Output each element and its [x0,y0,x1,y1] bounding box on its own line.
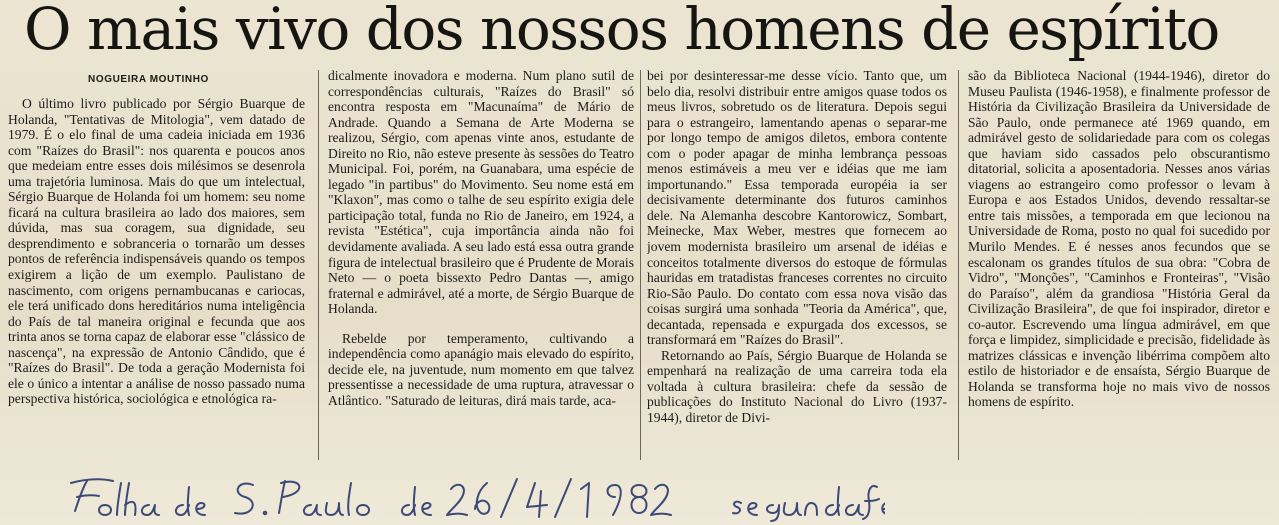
paragraph: dicalmente inovadora e moderna. Num plano sutil de correspondências culturais, "Raízes do Brasil" só encontra resposta em "Macunaíma" de Mário de Andrade. Quando a Semana de Arte Moderna se realizou, Sérgio, com apenas vinte anos, estudante de Direito no Rio, não esteve presente às sessões do Teatro Municipal. Foi, porém, na Guanabara, uma espécie de legado "in partibus" do Movimento. Seu nome está em "Klaxon", mas como o talhe de seu espírito exigia dele participação total, funda no Rio de Janeiro, em 1924, a revista "Estética", cuja importância ainda não foi devidamente avaliada. A seu lado está essa outra grande figura de intelectual brasileiro que é Prudente de Morais Neto — o poeta bissexto Pedro Dantas —, amigo fraternal e admirável, até a morte, de Sérgio Buarque de Holanda. [328,68,634,317]
paragraph: Rebelde por temperamento, cultivando a independência como apanágio mais elevado do espírito, decide ele, na juventude, num momento em que talvez pressentisse a necessidade de uma ruptura, atravessar o Atlântico. "Saturado de leituras, dirá mais tarde, aca- [328,330,634,408]
paragraph: Retornando ao País, Sérgio Buarque de Holanda se empenhará na realização de uma carreira toda ela voltada à cultura brasileira: chefe da sessão de publicações do Instituto Nacional do Livro (1937-1944), diretor de Divi- [647,347,947,426]
column-divider [640,70,641,460]
headline: O mais vivo dos nossos homens de espírito [24,0,1219,63]
article-column-1 [8,96,305,460]
article-column-3 [647,68,947,460]
article-column-2 [328,68,634,460]
paragraph: são da Biblioteca Nacional (1944-1946), diretor do Museu Paulista (1946-1958), e finalmente professor de História da Civilização Brasileira da Universidade de São Paulo, onde permanece até 1969 quando, em admirável gesto de solidariedade para com os colegas que haviam sido cassados pelo obscurantismo ditatorial, solicita a aposentadoria. Nesses anos várias viagens ao estrangeiro como professor o levam à Europa e aos Estados Unidos, devendo ressaltar-se entre tais missões, a temporada em que lecionou na Universidade de Roma, posto no qual foi sucedido por Murilo Mendes. E é nesses anos fecundos que se escalonam os grandes títulos de sua obra: "Cobra de Vidro", "Monções", "Caminhos e Fronteiras", "Visão do Paraíso", além da grandiosa "História Geral da Civilização Brasileira", de que foi inspirador, diretor e co-autor. Escrevendo uma língua admirável, em que força e limpidez, simplicidade e precisão, fidelidade às matrizes clássicas e invenção libérrima compõem alto estilo de historiador e de ensaísta, Sérgio Buarque de Holanda se transforma hoje no mais vivo de nossos homens de espírito. [968,68,1270,410]
column-divider [318,70,319,460]
handwritten-source-note [65,473,885,523]
article-column-4 [968,68,1270,460]
byline: NOGUEIRA MOUTINHO [88,74,209,85]
paragraph: O último livro publicado por Sérgio Buarque de Holanda, "Tentativas de Mitologia", vem datado de 1979. É o elo final de uma cadeia iniciada em 1936 com "Raízes do Brasil": nos quarenta e poucos anos que medeiam entre esses dois milésimos se desenrola uma trajetória luminosa. Mais do que um intelectual, Sérgio Buarque de Holanda foi um homem: seu nome ficará na cultura brasileira ao lado dos maiores, sem dúvida, mas sua coragem, sua dignidade, seu desprendimento e sobranceria o tornarão um desses pontos de referência indispensáveis quando os tempos exigirem a lição de um exemplo. Paulistano de nascimento, com origens pernambucanas e cariocas, ele terá unificado dons hereditários numa inteligência do País de tal maneira original e fecunda que aos trinta anos se torna capaz de elaborar esse "clássico de nascença", na expressão de Antonio Cândido, que é "Raízes do Brasil". De toda a geração Modernista foi ele o único a intentar a análise de nosso passado numa perspectiva histórica, sociológica e etnológica ra- [8,96,305,407]
column-divider [958,70,959,460]
paragraph: bei por desinteressar-me desse vício. Tanto que, um belo dia, resolvi distribuir entre amigos quase todos os meus livros, sobretudo os de literatura. Depois segui para o estrangeiro, lamentando apenas o separar-me por longo tempo de amigos diletos, embora contente com o poder apagar de minha lembrança pessoas menos estimáveis a meu ver e idéias que me iam importunando." Essa temporada européia ia ser decisivamente determinante dos futuros caminhos dele. Na Alemanha descobre Kantorowicz, Sombart, Meinecke, Max Weber, mestres que fornecem ao jovem modernista brasileiro um arsenal de idéias e conceitos totalmente diversos do estoque de fórmulas hauridas em tratadistas franceses correntes no circuito Rio-São Paulo. Do contato com essa nova visão das coisas surgirá uma sonhada "Teoria da América", que, decantada, repensada e expurgada dos excessos, se transformará em "Raízes do Brasil". [647,68,947,348]
